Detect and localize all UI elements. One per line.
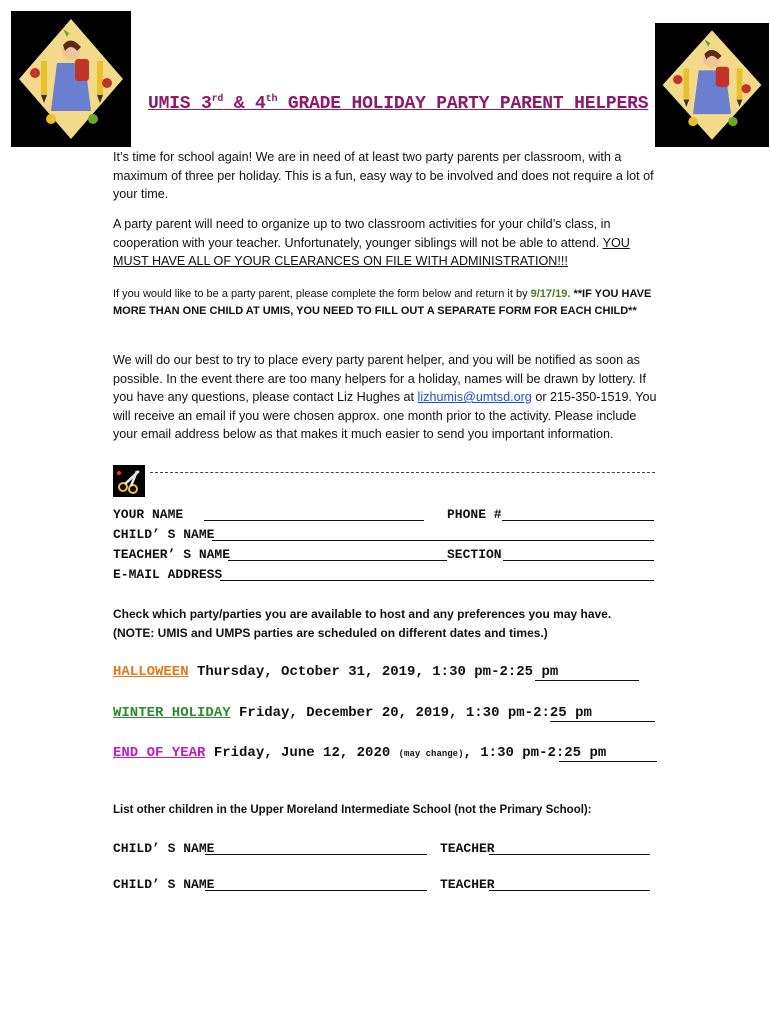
contact-email-link[interactable]: lizhumis@umtsd.org — [417, 390, 532, 404]
your-name-field[interactable] — [204, 506, 424, 521]
section-label: SECTION — [447, 547, 502, 562]
signup-paragraph: If you would like to be a party parent, please complete the form below and return it by 9/17/19. **IF YOU HAVE MORE THAN ONE CHILD AT UMIS, YOU NEED TO FILL OUT A SEPARATE FORM FOR EACH CHILD** — [113, 288, 652, 317]
other-child-name-label: CHILD’ S NAME — [113, 841, 215, 856]
other-child-name-label: CHILD’ S NAME — [113, 877, 215, 892]
cut-line — [150, 472, 655, 473]
email-field[interactable] — [220, 566, 654, 581]
school-girl-clipart-icon — [11, 11, 131, 147]
other-children-instructions: List other children in the Upper Moreland Intermediate School (not the Primary School): — [113, 804, 592, 816]
party-name: WINTER HOLIDAY — [113, 705, 231, 721]
school-girl-clipart-right — [655, 23, 769, 147]
other-child-teacher-label: TEACHER — [440, 841, 495, 856]
party-name: END OF YEAR — [113, 745, 206, 761]
party-option-end-of-year[interactable]: END OF YEAR Friday, June 12, 2020 (may change), 1:30 pm-2:25 pm — [113, 745, 607, 761]
other-child-teacher-field[interactable] — [489, 840, 650, 855]
your-name-label: YOUR NAME — [113, 507, 184, 522]
lottery-paragraph: We will do our best to try to place every party parent helper, and you will be notified as soon as possible. In the event there are too many helpers for a holiday, names will be drawn by lottery. If you have any questions, please contact Liz Hughes at lizhumis@umtsd.org or 215-350-1519. You will receive an email if you were chosen approx. one month prior to the activity. Please include your email address below as that makes it much easier to send you important information. — [113, 353, 657, 441]
email-label: E-MAIL ADDRESS — [113, 567, 223, 582]
school-girl-clipart-icon — [655, 23, 769, 147]
due-date: 9/17/19. — [530, 288, 571, 300]
phone-field[interactable] — [502, 506, 654, 521]
intro-paragraph: It’s time for school again! We are in need of at least two party parents per classroom, with a maximum of three per holiday. This is a fun, easy way to be involved and does not require a lot of your time. — [113, 150, 654, 201]
party-selection-instructions: Check which party/parties you are available to host and any preferences you may have. (NOTE: UMIS and UMPS parties are scheduled on different dates and times.) — [113, 607, 612, 640]
halloween-preference-field[interactable] — [535, 666, 639, 681]
phone-label: PHONE # — [447, 507, 502, 522]
page-title: UMIS 3rd & 4th GRADE HOLIDAY PARTY PARENT HELPERS — [148, 94, 649, 114]
other-child-name-field[interactable] — [205, 876, 427, 891]
other-child-name-field[interactable] — [205, 840, 427, 855]
section-field[interactable] — [503, 546, 654, 561]
childs-name-label: CHILD’ S NAME — [113, 527, 215, 542]
teachers-name-label: TEACHER’ S NAME — [113, 547, 231, 562]
clearances-notice: YOU MUST HAVE ALL OF YOUR CLEARANCES ON FILE WITH ADMINISTRATION!!! — [113, 235, 630, 268]
winter-holiday-preference-field[interactable] — [550, 707, 655, 722]
other-child-teacher-field[interactable] — [489, 876, 650, 891]
school-girl-clipart-left — [11, 11, 131, 147]
may-change-note: (may change) — [398, 749, 464, 759]
other-child-teacher-label: TEACHER — [440, 877, 495, 892]
end-of-year-preference-field[interactable] — [559, 747, 657, 762]
scissors-icon — [113, 465, 145, 497]
duties-paragraph: A party parent will need to organize up to two classroom activities for your child’s class, in cooperation with your teacher. Unfortunately, younger siblings will not be able to attend. YOU MUST HAVE ALL OF YOUR CLEARANCES ON FILE WITH ADMINISTRATION!!! — [113, 217, 630, 268]
party-option-winter-holiday[interactable]: WINTER HOLIDAY Friday, December 20, 2019, 1:30 pm-2:25 pm — [113, 705, 592, 721]
childs-name-field[interactable] — [212, 526, 654, 541]
party-name: HALLOWEEN — [113, 664, 189, 680]
teachers-name-field[interactable] — [228, 546, 447, 561]
party-option-halloween[interactable]: HALLOWEEN Thursday, October 31, 2019, 1:30 pm-2:25 pm — [113, 664, 559, 680]
